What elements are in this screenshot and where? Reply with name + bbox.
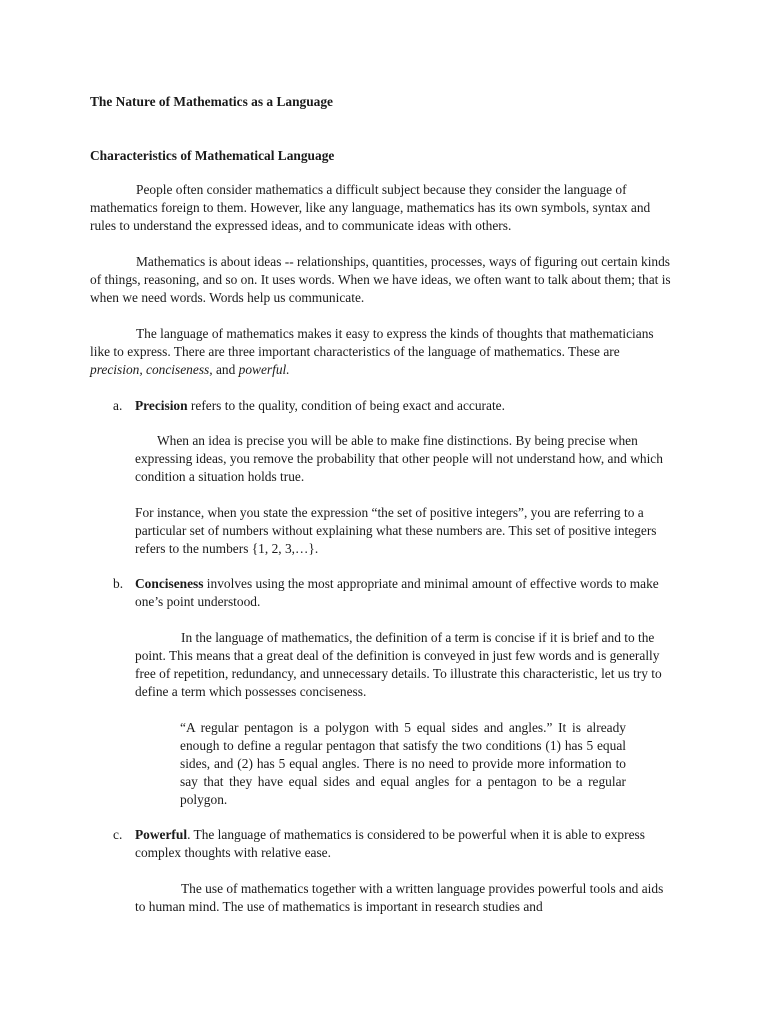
list-item-powerful	[135, 826, 680, 862]
list-def-powerful: . The language of mathematics is considered to be powerful when it is able to express complex thoughts with relative ease.	[135, 827, 645, 860]
paragraph-powerful: The use of mathematics together with a written language provides powerful tools and aids to human mind. The use of mathematics is important in research studies and	[135, 881, 664, 914]
list-term-powerful: Powerful	[135, 827, 188, 842]
list-def-precision: refers to the quality, condition of being exact and accurate.	[187, 398, 505, 413]
paragraph-ideas: Mathematics is about ideas -- relationships, quantities, processes, ways of figuring out certain kinds of things, reasoning, and so on. It uses words. When we have ideas, we often want to talk about them; that is when we need words. Words help us communicate.	[90, 254, 671, 305]
list-marker-a: a.	[113, 398, 123, 413]
paragraph-characteristics	[90, 325, 675, 379]
document-title: The Nature of Mathematics as a Language	[90, 94, 333, 109]
list-def-conciseness: involves using the most appropriate and minimal amount of effective words to make one’s point understood.	[135, 576, 659, 609]
list-item-precision	[135, 397, 695, 415]
paragraph-intro: People often consider mathematics a difficult subject because they consider the language of mathematics foreign to them. However, like any language, mathematics has its own symbols, syntax and rules to understand the expressed ideas, and to communicate ideas with others.	[90, 182, 651, 233]
paragraph-precision-1: When an idea is precise you will be able to make fine distinctions. By being precise when expressing ideas, you remove the probability that other people will not understand how, and which condition a situation holds true.	[135, 433, 663, 484]
list-marker-c: c.	[113, 827, 123, 842]
list-term-precision: Precision	[135, 398, 188, 413]
paragraph-precision-2: For instance, when you state the expression “the set of positive integers”, you are referring to a particular set of numbers without explaining what these numbers are. This set of positive integers refers to the numbers {1, 2, 3,…}.	[135, 505, 657, 556]
quote-regular-pentagon: “A regular pentagon is a polygon with 5 equal sides and angles.” It is already enough to define a regular pentagon that satisfy the two conditions (1) has 5 equal sides, and (2) has 5 equal angles. There is no need to provide more information to say that they have equal sides and equal angles for a pentagon to be a regular polygon.	[180, 720, 626, 807]
list-item-conciseness	[135, 575, 680, 611]
section-heading: Characteristics of Mathematical Language	[90, 148, 335, 163]
list-marker-b: b.	[113, 576, 124, 591]
term-precision-conciseness: precision, conciseness,	[90, 362, 213, 377]
paragraph-characteristics-lead: The language of mathematics makes it easy to express the kinds of thoughts that mathematicians like to express. There are three important characteristics of the language of mathematics. These are	[90, 326, 654, 359]
paragraph-conciseness: In the language of mathematics, the definition of a term is concise if it is brief and to the point. This means that a great deal of the definition is conveyed in just few words and is generally free of repetition, redundancy, and unnecessary details. To illustrate this characteristic, let us try to define a term which possesses conciseness.	[135, 630, 662, 699]
list-term-conciseness: Conciseness	[135, 576, 204, 591]
paragraph-characteristics-mid: and	[212, 362, 239, 377]
term-powerful: powerful.	[238, 362, 290, 377]
